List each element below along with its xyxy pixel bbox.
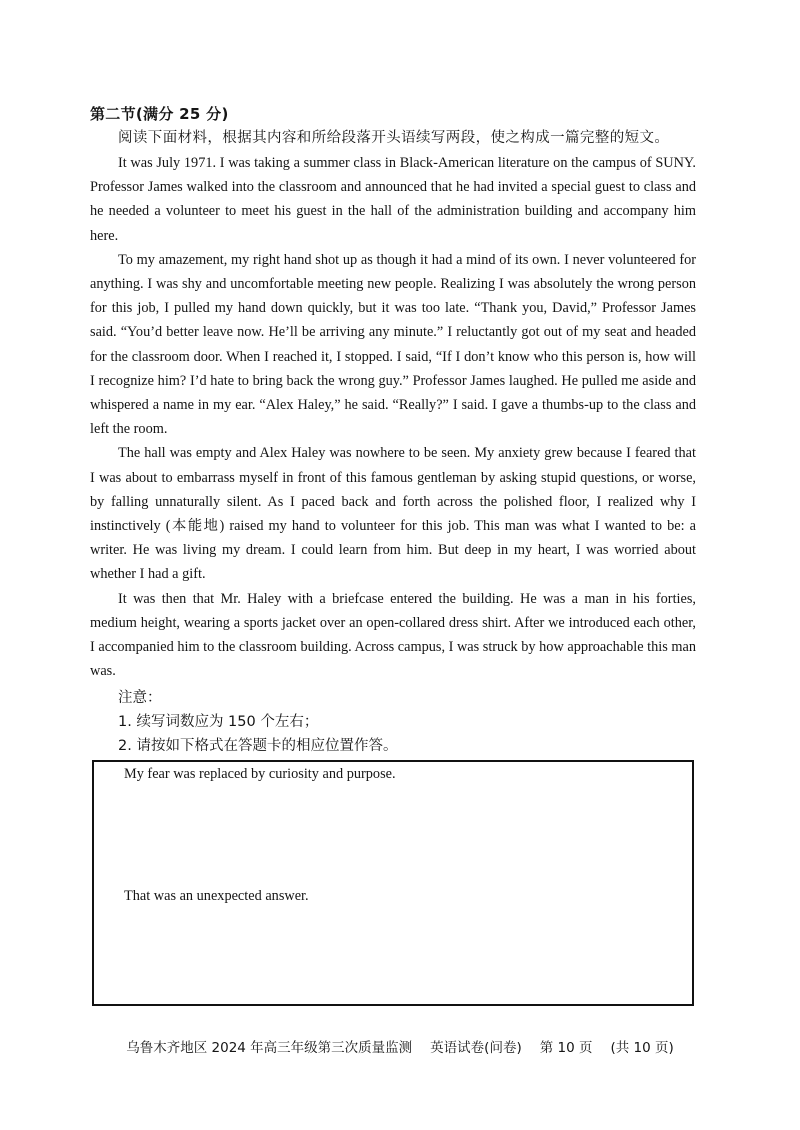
reading-passage	[90, 151, 696, 683]
task-instruction: 阅读下面材料，根据其内容和所给段落开头语续写两段，使之构成一篇完整的短文。	[118, 130, 670, 146]
passage-paragraph: The hall was empty and Alex Haley was nowhere to be seen. My anxiety grew because I feared that I was about to embarrass myself in front of this famous gentleman by asking stupid questions, or worse, by falling unnaturally silent. As I paced back and forth across the polished floor, I realized why I instinctively (本能地) raised my hand to volunteer for this job. This man was what I wanted to be: a writer. He was living my dream. I could learn from him. But deep in my heart, I was worried about whether I had a gift.	[90, 445, 696, 583]
paragraph-1-opening: My fear was replaced by curiosity and purpose.	[124, 766, 396, 782]
section-heading: 第二节(满分 25 分)	[90, 105, 229, 123]
notes-section	[118, 686, 397, 758]
passage-paragraph: It was then that Mr. Haley with a briefcase entered the building. He was a man in his forties, medium height, wearing a sports jacket over an open-collared dress shirt. After we introduced each other, I accompanied him to the classroom building. Across campus, I was struck by how approachable this man was.	[90, 590, 696, 680]
page-footer	[0, 1038, 800, 1058]
passage-paragraph: It was July 1971. I was taking a summer class in Black-American literature on the campus of SUNY. Professor James walked into the classroom and announced that he had invited a special guest to class and he needed a volunteer to meet his guest in the hall of the administration building and accompany him here.	[90, 155, 696, 244]
answer-box	[92, 760, 694, 1006]
note-item: 2. 请按如下格式在答题卡的相应位置作答。	[118, 738, 398, 754]
footer-subject: 英语试卷(问卷)	[430, 1040, 522, 1056]
notes-title: 注意：	[118, 690, 162, 706]
footer-total-pages: (共 10 页)	[610, 1040, 674, 1056]
footer-exam-title: 乌鲁木齐地区 2024 年高三年级第三次质量监测	[126, 1040, 413, 1056]
passage-paragraph: To my amazement, my right hand shot up as though it had a mind of its own. I never volunteered for anything. I was shy and uncomfortable meeting new people. Realizing I was absolutely the wrong person for this job, I pulled my hand down quickly, but it was too late. “Thank you, David,” Professor James said. “You’d better leave now. He’ll be arriving any minute.” I reluctantly got out of my seat and headed for the classroom door. When I reached it, I stopped. I said, “If I don’t know who this person is, how will I recognize him? I’d hate to bring back the wrong guy.” Professor James laughed. He pulled me aside and whispered a name in my ear. “Alex Haley,” he said. “Really?” I said. I gave a thumbs-up to the class and left the room.	[90, 251, 696, 438]
footer-page-number: 第 10 页	[539, 1040, 593, 1056]
note-item: 1. 续写词数应为 150 个左右；	[118, 714, 319, 730]
paragraph-2-opening: That was an unexpected answer.	[124, 888, 309, 904]
